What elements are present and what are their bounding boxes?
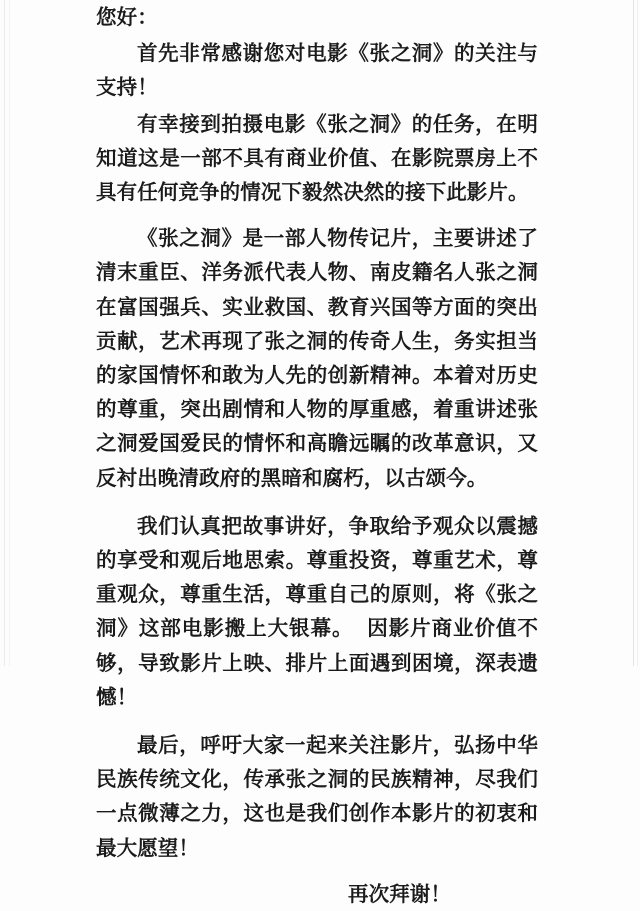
letter-body xyxy=(96,0,538,911)
letter-paragraph-1: 首先非常感谢您对电影《张之洞》的关注与支持！ xyxy=(96,41,538,100)
letter-paragraph-2: 有幸接到拍摄电影《张之洞》的任务，在明知道这是一部不具有商业价值、在影院票房上不具有任何竞争的情况下毅然决然的接下此影片。 xyxy=(96,111,538,205)
spacer xyxy=(96,865,538,877)
scan-edge-line-right xyxy=(633,0,634,666)
spacer xyxy=(96,209,538,221)
scan-edge-line-left-inner xyxy=(9,0,10,666)
letter-closing: 再次拜谢！ xyxy=(348,881,451,906)
scan-edge-line-right-outer xyxy=(637,0,638,666)
letter-paragraph-6: 最后，呼吁大家一起来关注影片，弘扬中华民族传统文化，传承张之洞的民族精神，尽我们一点微薄之力，这也是我们创作本影片的初衷和最大愿望！ xyxy=(96,733,538,860)
spacer xyxy=(96,714,538,728)
letter-salutation: 您好： xyxy=(96,5,158,29)
letter-paragraph-3: 《张之洞》是一部人物传记片，主要讲述了清末重臣、洋务派代表人物、南皮籍名人张之洞在富国强兵、实业救国、教育兴国等方面的突出贡献，艺术再现了张之洞的传奇人生，务实担当的家国情怀和敢为人先的创新精神。本着对历史的尊重，突出剧情和人物的厚重感，着重讲述张之洞爱国爱民的情怀和高瞻远瞩的改革意识，又反衬出晚清政府的黑暗和腐朽，以古颂今。 xyxy=(96,226,538,490)
letter-paragraph-4-text: 我们认真把故事讲好，争取给予观众以震撼的享受和观后地思索。尊重投资，尊重艺术，尊重观众，尊重生活，尊重自己的原则，将《张之洞》这部电影搬上大银幕。 xyxy=(96,513,538,641)
scan-edge-line-left xyxy=(4,0,5,666)
letter-paragraph-4 xyxy=(96,509,538,714)
spacer xyxy=(96,495,538,509)
letter-paragraph-5-text: 因影片商业价值不够，导致影片上映、排片上面遇到困境，深表遗憾！ xyxy=(96,616,538,709)
